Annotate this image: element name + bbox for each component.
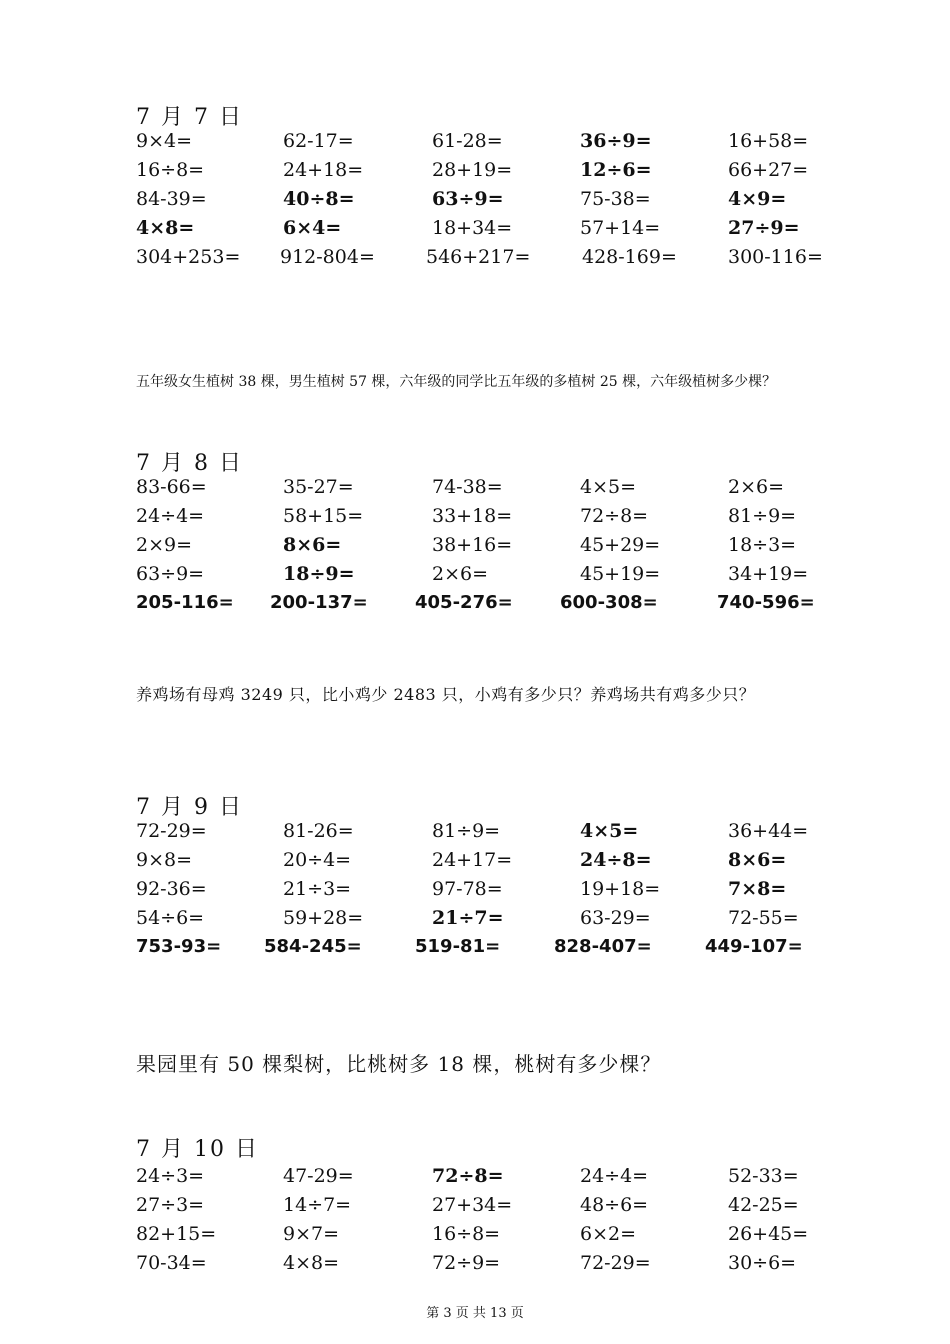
word-problem: 五年级女生植树 38 棵，男生植树 57 棵，六年级的同学比五年级的多植树 25 棵，六年级植树多少棵？ [136,374,777,390]
exercise: 35-27= [283,476,354,498]
exercise: 16÷8= [136,159,205,181]
page-footer: 第 3 页 共 13 页 [426,1306,524,1321]
date-heading: 7 月 8 日 [136,451,243,476]
exercise: 205-116= [136,592,234,613]
exercise: 4×8= [136,217,195,239]
exercise: 16+58= [728,130,809,152]
exercise: 24÷4= [580,1165,649,1187]
exercise: 18÷9= [283,563,355,585]
exercise: 828-407= [554,936,652,957]
exercise: 72÷8= [432,1165,504,1187]
exercise: 28+19= [432,159,513,181]
exercise-row [0,1194,950,1220]
exercise: 405-276= [415,592,513,613]
exercise: 753-93= [136,936,222,957]
exercise: 300-116= [728,246,823,268]
exercise: 63-29= [580,907,651,929]
exercise: 36÷9= [580,130,652,152]
exercise: 63÷9= [136,563,205,585]
exercise: 18+34= [432,217,513,239]
date-heading: 7 月 10 日 [136,1137,259,1162]
date-heading: 7 月 7 日 [136,105,243,130]
exercise: 21÷7= [432,907,504,929]
exercise: 36+44= [728,820,809,842]
exercise: 912-804= [280,246,375,268]
exercise: 4×5= [580,476,637,498]
exercise: 27÷3= [136,1194,205,1216]
exercise: 7×8= [728,878,787,900]
exercise-row [0,188,950,214]
exercise: 45+19= [580,563,661,585]
exercise: 24÷8= [580,849,652,871]
exercise: 18÷3= [728,534,797,556]
exercise-row [0,217,950,243]
exercise: 4×5= [580,820,639,842]
exercise: 72-29= [580,1252,651,1274]
exercise: 27+34= [432,1194,513,1216]
date-heading: 7 月 9 日 [136,795,243,820]
exercise-row [0,1165,950,1191]
exercise: 97-78= [432,878,503,900]
exercise: 19+18= [580,878,661,900]
exercise: 9×7= [283,1223,340,1245]
exercise: 740-596= [717,592,815,613]
exercise: 8×6= [283,534,342,556]
exercise: 57+14= [580,217,661,239]
exercise: 4×8= [283,1252,340,1274]
exercise: 62-17= [283,130,354,152]
exercise: 70-34= [136,1252,207,1274]
exercise: 38+16= [432,534,513,556]
exercise: 600-308= [560,592,658,613]
exercise: 33+18= [432,505,513,527]
exercise: 42-25= [728,1194,799,1216]
exercise-row [0,849,950,875]
exercise-row [0,505,950,531]
exercise: 66+27= [728,159,809,181]
exercise: 24÷3= [136,1165,205,1187]
exercise-row [0,1252,950,1278]
exercise: 428-169= [582,246,677,268]
exercise: 6×2= [580,1223,637,1245]
exercise: 519-81= [415,936,501,957]
exercise: 2×6= [728,476,785,498]
exercise: 92-36= [136,878,207,900]
exercise: 24+17= [432,849,513,871]
exercise: 4×9= [728,188,787,210]
exercise: 72-29= [136,820,207,842]
exercise: 9×4= [136,130,193,152]
exercise: 40÷8= [283,188,355,210]
exercise: 8×6= [728,849,787,871]
exercise: 20÷4= [283,849,352,871]
word-problem: 养鸡场有母鸡 3249 只，比小鸡少 2483 只，小鸡有多少只？养鸡场共有鸡多少只？ [136,685,756,704]
exercise-row [0,563,950,589]
exercise-row [0,159,950,185]
exercise: 30÷6= [728,1252,797,1274]
exercise: 58+15= [283,505,364,527]
exercise: 16÷8= [432,1223,501,1245]
exercise: 6×4= [283,217,342,239]
exercise: 74-38= [432,476,503,498]
exercise-row [0,246,950,272]
exercise: 63÷9= [432,188,504,210]
exercise: 2×9= [136,534,193,556]
exercise: 27÷9= [728,217,800,239]
exercise: 2×6= [432,563,489,585]
word-problem: 果园里有 50 棵梨树，比桃树多 18 棵，桃树有多少棵？ [136,1052,662,1076]
exercise: 24+18= [283,159,364,181]
exercise: 52-33= [728,1165,799,1187]
exercise: 14÷7= [283,1194,352,1216]
exercise: 59+28= [283,907,364,929]
exercise: 61-28= [432,130,503,152]
exercise-row [0,476,950,502]
exercise: 546+217= [426,246,531,268]
exercise: 45+29= [580,534,661,556]
exercise: 449-107= [705,936,803,957]
exercise-row [0,1223,950,1249]
exercise: 34+19= [728,563,809,585]
exercise: 72÷9= [432,1252,501,1274]
exercise: 83-66= [136,476,207,498]
exercise-row [0,878,950,904]
exercise-row [0,936,950,962]
exercise: 304+253= [136,246,241,268]
exercise: 81-26= [283,820,354,842]
exercise: 584-245= [264,936,362,957]
exercise: 54÷6= [136,907,205,929]
exercise: 82+15= [136,1223,217,1245]
exercise: 47-29= [283,1165,354,1187]
exercise: 48÷6= [580,1194,649,1216]
exercise: 9×8= [136,849,193,871]
exercise: 84-39= [136,188,207,210]
exercise: 81÷9= [728,505,797,527]
exercise: 26+45= [728,1223,809,1245]
exercise: 81÷9= [432,820,501,842]
exercise: 75-38= [580,188,651,210]
exercise-row [0,534,950,560]
exercise: 21÷3= [283,878,352,900]
exercise-row [0,820,950,846]
exercise-row [0,907,950,933]
exercise-row [0,592,950,618]
exercise-row [0,130,950,156]
exercise: 72-55= [728,907,799,929]
exercise: 24÷4= [136,505,205,527]
exercise: 72÷8= [580,505,649,527]
exercise: 200-137= [270,592,368,613]
exercise: 12÷6= [580,159,652,181]
